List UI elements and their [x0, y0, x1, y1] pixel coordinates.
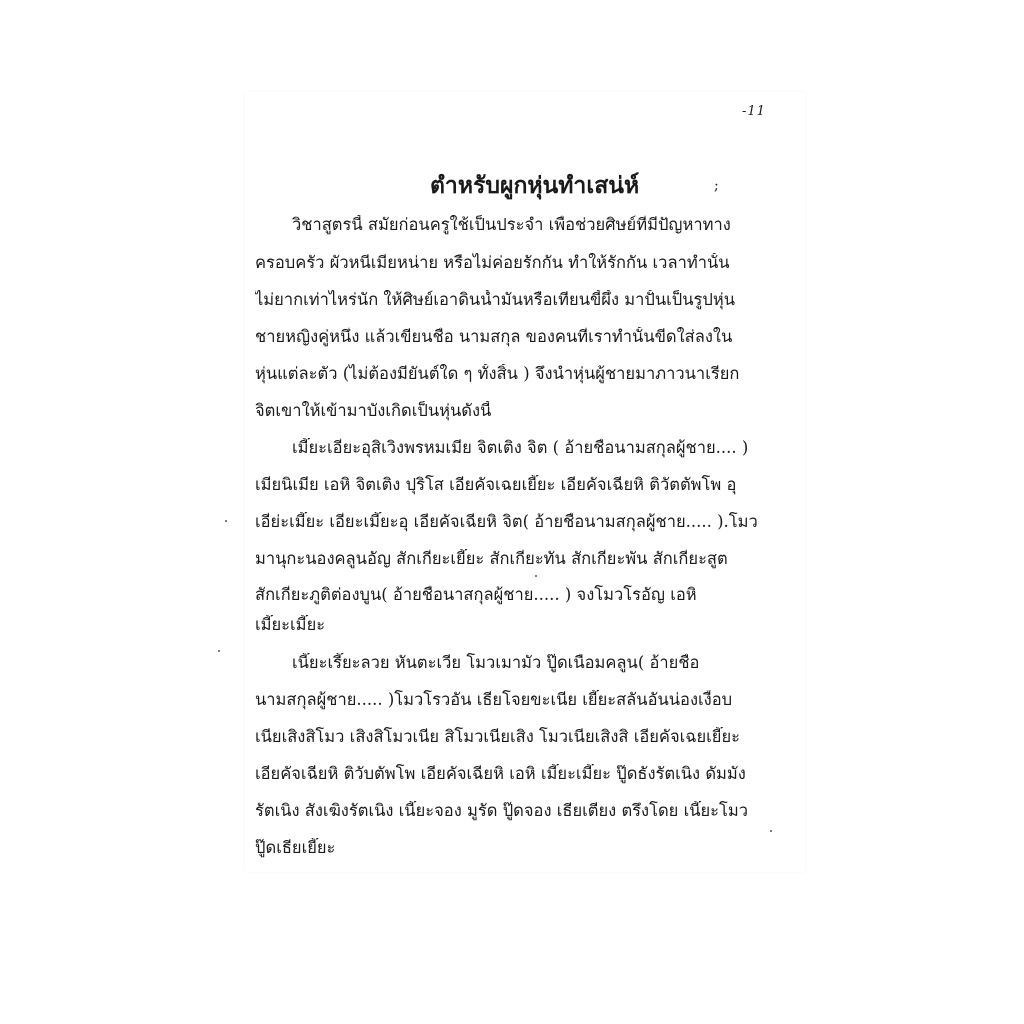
stray-mark: ; [714, 178, 719, 194]
text-line-17: รัตเนิง สังเฆิงรัตเนิง เนี๊ยะจอง มูรัด ปู๊ดจอง เธียเตียง ตรึงโดย เนี๊ยะโมว [255, 801, 749, 820]
text-line-13: เนี๊ยะเรี๊ยะลวย หันตะเวีย โมวเมามัว ปู๊ดเนือมคลูน( อ้ายชื่อ [292, 653, 700, 672]
text-line-18: ปู๊ดเธียเยี๊ยะ [255, 838, 336, 857]
text-line-15: เนียเสิงสิโมว เสิงสิโมวเนีย สิโมวเนียเสิง โมวเนียเสิงสิ เอียคัจเฉยเยี๊ยะ [255, 727, 741, 746]
text-line-16: เอียคัจเฉียหิ ติวับตัพโพ เอียคัจเฉียหิ เอหิ เมี๊ยะเมี๊ยะ ปู๊ดธังรัตเนิง ดัมมัง [255, 764, 746, 783]
text-line-3: ไม่ยากเท่าไหร่นัก ให้ศิษย์เอาดินน้ำมันหรือเทียนขี้ผึ้ง มาปั้นเป็นรูปหุ่น [255, 290, 736, 309]
text-line-8: เมียนิเมีย เอหิ จิตเติง ปุริโส เอียคัจเฉยเยี๊ยะ เอียคัจเฉียหิ ติวัตตัพโพ อุ [255, 475, 737, 494]
speck [225, 520, 227, 522]
page-number: -11 [742, 104, 766, 119]
text-line-7: เมี๊ยะเอี่ยะอุสิเวิงพรหมเมีย จิตเติง จิต ( อ้ายชื่อนามสกุลผู้ชาย.... ) [292, 438, 749, 457]
text-line-10: มานุกะนองคลูนอัญ สักเกี่ยะเยี๊ยะ สักเกี่ยะทัน สักเกี่ยะพัน สักเกี่ยะสูต [255, 549, 728, 568]
text-line-2: ครอบครัว ผัวหนีเมียหน่าย หรือไม่ค่อยรักกัน ทำให้รักกัน เวลาทำนั้น [255, 253, 730, 272]
text-line-4: ชายหญิงคู่หนึ่ง แล้วเขียนชื่อ นามสกุล ของคนที่เราทำนั้นขีดใส่ลงใน [255, 327, 733, 346]
text-line-14: นามสกุลผู้ชาย..... )โมวโรวอัน เธียโจยขะเนีย เยี๊ยะสลันอันน่องเงื็อบ [255, 690, 733, 709]
text-line-5: หุ่นแต่ละตัว (ไม่ต้องมียันต์ใด ๆ ทั้งสิ้น ) จึงนำหุ่นผู้ชายมาภาวนาเรียก [255, 364, 740, 383]
document-title: ตำหรับผูกหุ่นทำเสน่ห์ [430, 172, 640, 199]
text-line-9: เอี่ย่ะเมี๊ยะ เอี่ยะเมี๊ยะอุ เอียคัจเฉียหิ จิต( อ้ายชื่อนามสกุลผู้ชาย..... ).โมว [255, 512, 758, 531]
text-line-12: เมี๊ยะเมี๊ยะ [255, 615, 326, 634]
speck [770, 830, 772, 832]
text-line-11: สักเกี่ยะภูติต่องบูน( อ้ายชื่อนาสกุลผู้ชาย..... ) จงโมวโรอัญ เอหิ [255, 585, 697, 604]
speck [535, 575, 537, 577]
text-line-1: วิชาสูตรนี้ สมัยก่อนครูใช้เป็นประจำ เพื่อช่วยศิษย์ที่มีปัญหาทาง [292, 215, 731, 234]
text-line-6: จิตเขาให้เข้ามาบังเกิดเป็นหุ่นดังนี้ [255, 401, 492, 420]
speck [218, 650, 220, 652]
